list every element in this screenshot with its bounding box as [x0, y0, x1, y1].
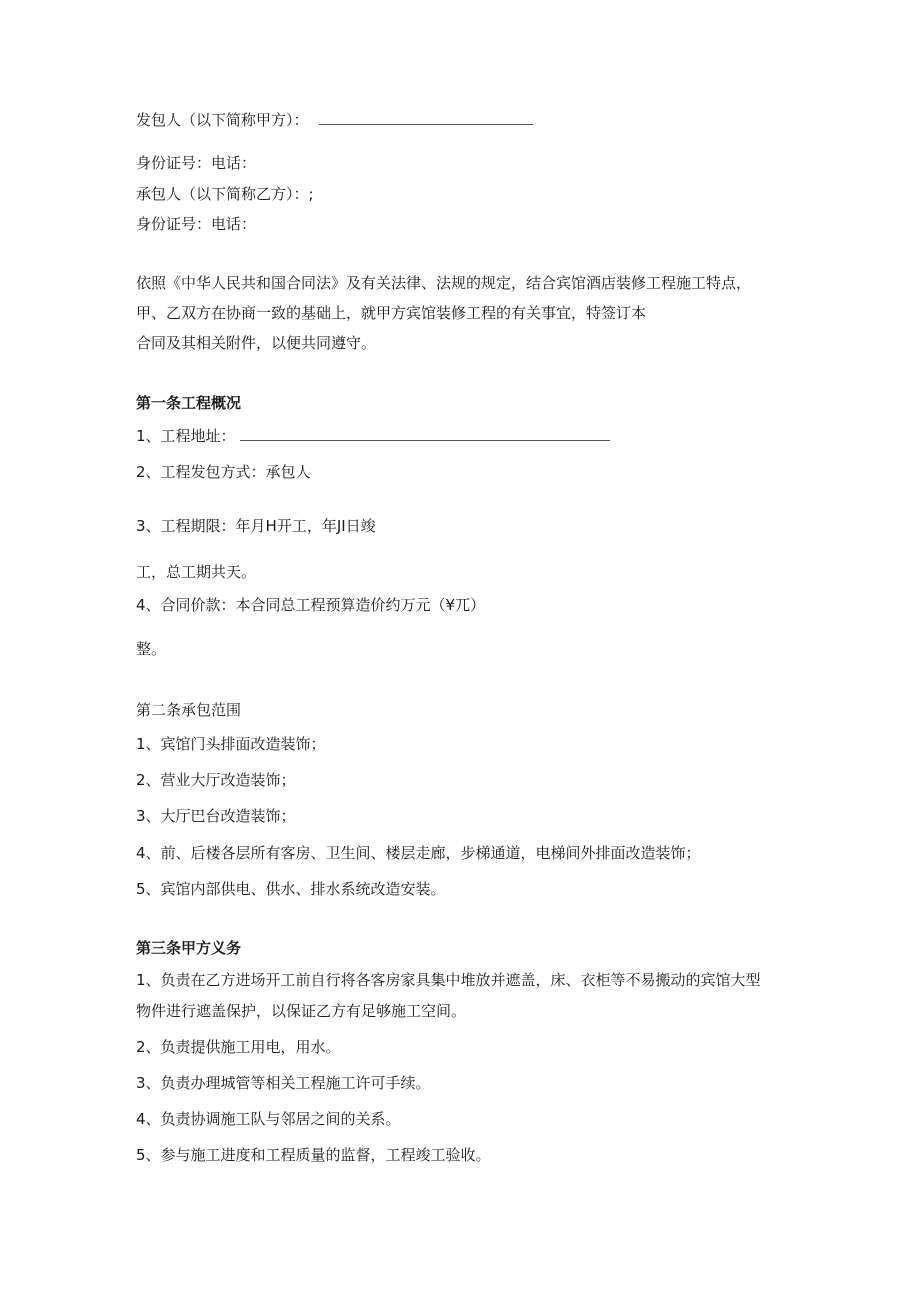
- preamble-line-1: 依照《中华人民共和国合同法》及有关法律、法规的规定，结合宾馆酒店装修工程施工特点，: [136, 274, 752, 292]
- address-label: 1、工程地址：: [136, 427, 236, 445]
- article2-title: 第二条承包范围: [136, 701, 242, 719]
- contractor-id-line: 身份证号：电话：: [136, 215, 257, 233]
- article1-title: 第一条工程概况: [136, 394, 242, 412]
- article3-title: 第三条甲方义务: [136, 939, 242, 957]
- article2-item: 2、营业大厅改造装饰；: [136, 771, 296, 789]
- article2-item: 5、宾馆内部供电、供水、排水系统改造安装。: [136, 880, 446, 898]
- article3-item: 5、参与施工进度和工程质量的监督，工程竣工验收。: [136, 1146, 491, 1164]
- article1-item-1: [136, 426, 610, 446]
- article3-item: 3、负责办理城管等相关工程施工许可手续。: [136, 1074, 431, 1092]
- article1-item-2: 2、工程发包方式：承包人: [136, 463, 311, 481]
- contractor-line: 承包人（以下简称乙方）：;: [136, 185, 314, 203]
- article3-item-1a: 1、负责在乙方进场开工前自行将各客房家具集中堆放并遮盖，床、衣柜等不易搬动的宾馆大型: [136, 971, 761, 989]
- employer-label: 发包人（以下简称甲方）：: [136, 111, 309, 129]
- article3-item: 4、负责协调施工队与邻居之间的关系。: [136, 1110, 401, 1128]
- article3-item-1b: 物件进行遮盖保护，以保证乙方有足够施工空间。: [136, 1002, 467, 1020]
- address-blank: [240, 428, 610, 441]
- article1-item-3b: 工，总工期共天。: [136, 563, 257, 581]
- article3-item: 2、负责提供施工用电，用水。: [136, 1038, 341, 1056]
- article2-item: 3、大厅巴台改造装饰；: [136, 807, 296, 825]
- employer-id-line: 身份证号：电话：: [136, 154, 257, 172]
- article2-item: 4、前、后楼各层所有客房、卫生间、楼层走廊，步梯通道，电梯间外排面改造装饰；: [136, 844, 701, 862]
- article1-item-4b: 整。: [136, 640, 167, 658]
- employer-blank: [319, 112, 533, 125]
- preamble-line-2: 甲、乙双方在协商一致的基础上，就甲方宾馆装修工程的有关事宜，特签订本: [136, 304, 647, 322]
- article2-item: 1、宾馆门头排面改造装饰；: [136, 735, 326, 753]
- article1-item-3a: 3、工程期限：年月H开工，年JI日竣: [136, 517, 376, 535]
- employer-line: [136, 110, 533, 130]
- article1-item-4a: 4、合同价款：本合同总工程预算造价约万元（¥兀）: [136, 596, 486, 614]
- preamble-line-3: 合同及其相关附件，以便共同遵守。: [136, 334, 377, 352]
